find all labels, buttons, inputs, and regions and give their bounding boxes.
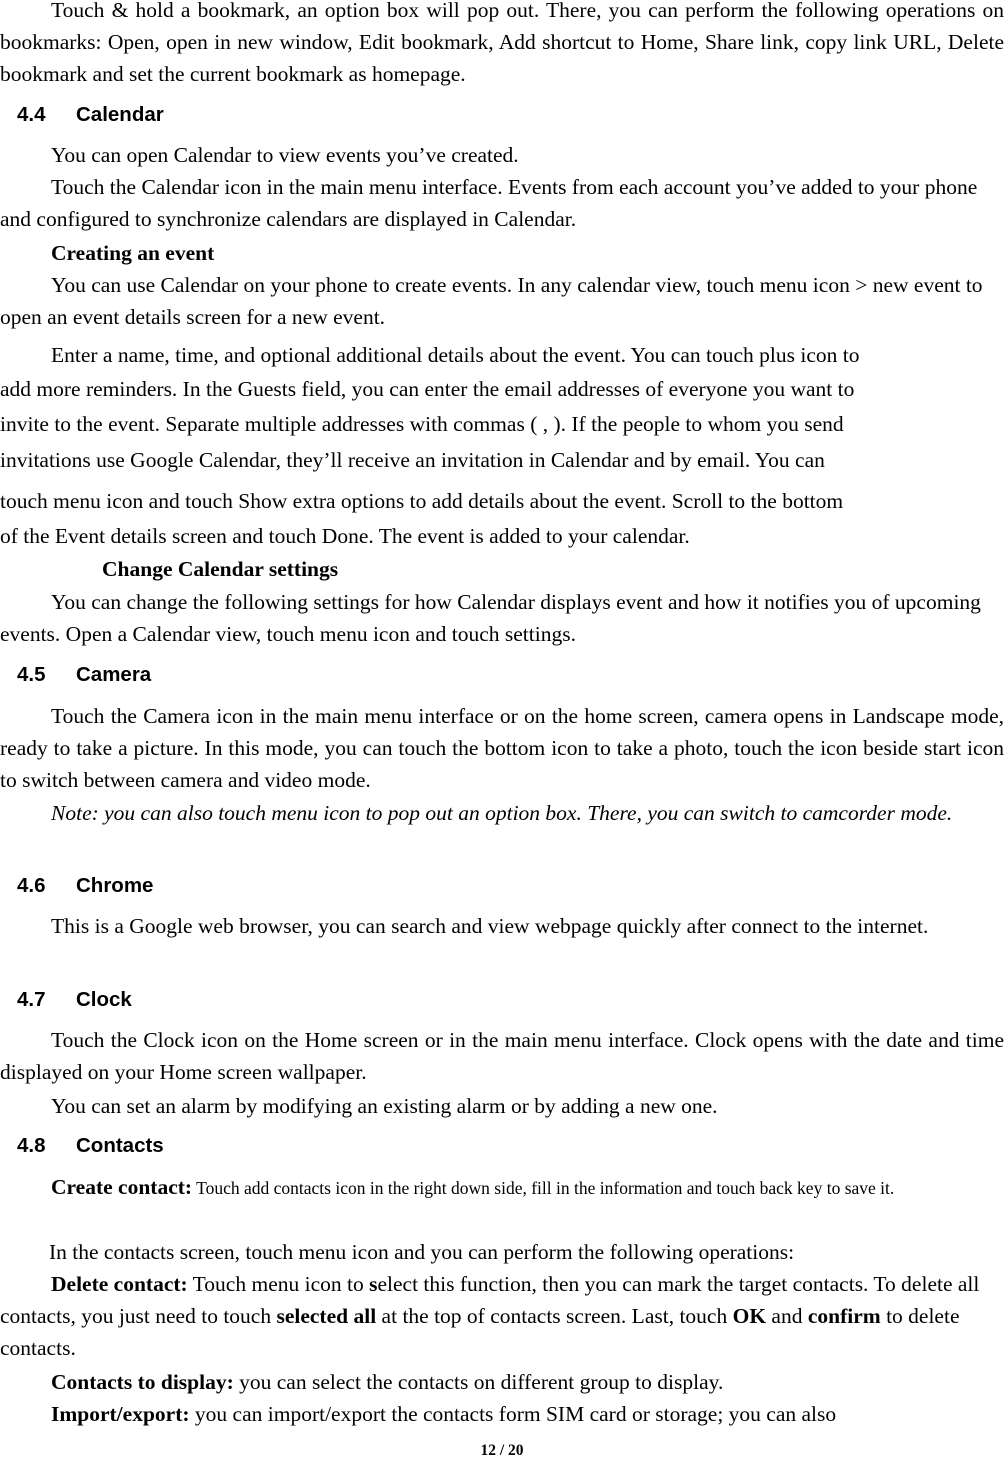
section-number: 4.6	[17, 874, 46, 897]
bookmarks-paragraph: Touch & hold a bookmark, an option box will pop out. There, you can perform the following operations on bookmarks: Open, open in new window, Edit bookmark, Add shortcut to Home, Share link, copy link URL, Delete bookmark and set the current bookmark as homepage.	[0, 0, 1004, 86]
contacts-display-label: Contacts to display:	[51, 1370, 234, 1394]
paragraph-line: invitations use Google Calendar, they’ll receive an invitation in Calendar and by email. You can	[0, 448, 825, 472]
section-number: 4.8	[17, 1134, 46, 1157]
text-run: to delete contacts.	[0, 1304, 960, 1360]
contacts-display-paragraph	[0, 1366, 1004, 1398]
create-contact-paragraph	[0, 1172, 1004, 1204]
calendar-paragraph-2: Touch the Calendar icon in the main menu interface. Events from each account you’ve added to your phone and configured to synchronize calendars are displayed in Calendar.	[0, 175, 978, 231]
text-run: confirm	[807, 1304, 881, 1328]
create-contact-text: Touch add contacts icon in the right down side, fill in the information and touch back key to save it.	[192, 1178, 895, 1198]
import-export-text: you can import/export the contacts form SIM card or storage; you can also	[189, 1402, 837, 1426]
section-title: Contacts	[76, 1134, 164, 1157]
paragraph-line: invite to the event. Separate multiple addresses with commas ( , ). If the people to whom you send	[0, 412, 844, 436]
import-export-label: Import/export:	[51, 1402, 190, 1426]
paragraph-line: of the Event details screen and touch Done. The event is added to your calendar.	[0, 524, 690, 548]
section-heading-contacts	[17, 1132, 164, 1160]
clock-paragraph-1: Touch the Clock icon on the Home screen or in the main menu interface. Clock opens with the date and time displayed on your Home screen wallpaper.	[0, 1028, 1004, 1084]
section-number: 4.4	[17, 103, 46, 126]
camera-note: Note: you can also touch menu icon to pop out an option box. There, you can switch to camcorder mode.	[51, 801, 953, 825]
text-run: and	[766, 1304, 808, 1328]
text-run: selected all	[276, 1304, 377, 1328]
section-heading-chrome	[17, 872, 153, 900]
text-run: elect this function, then you can mark the target contacts. To delete all contacts, you just need to touch	[0, 1272, 980, 1328]
section-heading-clock	[17, 986, 132, 1014]
delete-contact-paragraph	[0, 1268, 1004, 1364]
text-run: at the top of contacts screen. Last, touch	[376, 1304, 733, 1328]
calendar-paragraph-1: You can open Calendar to view events you’ve created.	[51, 143, 519, 167]
contacts-display-text: you can select the contacts on different group to display.	[233, 1370, 724, 1394]
section-title: Clock	[76, 988, 132, 1011]
text-run: s	[369, 1272, 378, 1296]
calendar-paragraph-3: You can use Calendar on your phone to create events. In any calendar view, touch menu icon > new event to open an event details screen for a new event.	[0, 273, 983, 329]
section-heading-camera	[17, 661, 151, 689]
paragraph-line: Enter a name, time, and optional additional details about the event. You can touch plus icon to	[51, 343, 860, 367]
section-title: Camera	[76, 663, 152, 686]
calendar-paragraph-5: You can change the following settings for how Calendar displays event and how it notifies you of upcoming events. Open a Calendar view, touch menu icon and touch settings.	[0, 590, 981, 646]
section-number: 4.7	[17, 988, 46, 1011]
chrome-paragraph: This is a Google web browser, you can search and view webpage quickly after connect to the internet.	[51, 914, 929, 938]
create-contact-label: Create contact:	[51, 1175, 193, 1199]
section-title: Chrome	[76, 874, 154, 897]
section-title: Calendar	[76, 103, 164, 126]
paragraph-line: touch menu icon and touch Show extra options to add details about the event. Scroll to the bottom	[0, 489, 844, 513]
subheading-creating-event: Creating an event	[51, 241, 215, 265]
contacts-menu-paragraph: In the contacts screen, touch menu icon and you can perform the following operations:	[49, 1240, 795, 1264]
paragraph-line: add more reminders. In the Guests field, you can enter the email addresses of everyone you want to	[0, 377, 855, 401]
clock-paragraph-2: You can set an alarm by modifying an existing alarm or by adding a new one.	[51, 1094, 718, 1118]
delete-contact-label: Delete contact:	[51, 1272, 188, 1296]
import-export-paragraph	[0, 1398, 1004, 1430]
text-run: OK	[732, 1304, 767, 1328]
text-run: Touch menu icon to	[187, 1272, 370, 1296]
page-number: 12 / 20	[480, 1442, 524, 1459]
subheading-change-settings: Change Calendar settings	[102, 557, 339, 581]
section-heading-calendar	[17, 101, 164, 129]
section-number: 4.5	[17, 663, 46, 686]
camera-paragraph: Touch the Camera icon in the main menu interface or on the home screen, camera opens in Landscape mode, ready to take a picture. In this mode, you can touch the bottom icon to take a photo, touch the icon beside start icon to switch between camera and video mode.	[0, 704, 1004, 792]
